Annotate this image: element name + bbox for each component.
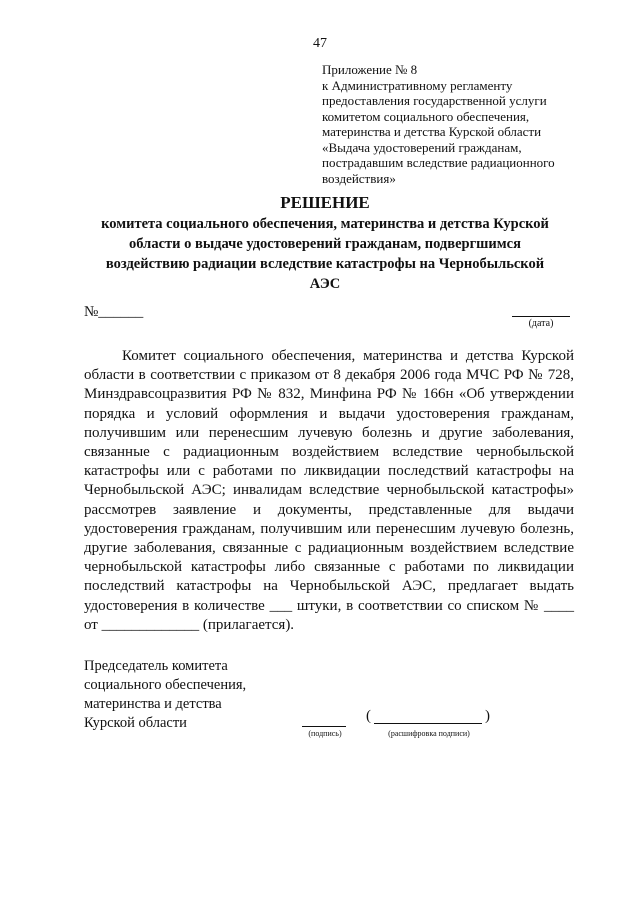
body-line: связанные с радиационным воздействием вследствие чернобыльской [84, 444, 574, 461]
decode-underline [374, 723, 482, 724]
appendix-line: материнства и детства Курской области [322, 124, 542, 139]
body-line: области в соответствии с приказом от 8 декабря 2006 года МЧС РФ № 728, [84, 367, 574, 384]
body-line: удостоверения в количестве ___ штуки, в соответствии со списком № ____ [84, 597, 574, 614]
title-main: РЕШЕНИЕ [280, 193, 370, 212]
body-line: Чернобыльской АЭС; инвалидам вследствие чернобыльской катастрофы» [84, 482, 574, 499]
title-line: воздействию радиации вследствие катастрофы на Чернобыльской [105, 256, 545, 272]
body-line: чернобыльской катастрофы либо связанные с работами по ликвидации [84, 559, 574, 576]
body-line: катастрофы или с работами по ликвидации последствий катастрофы на [84, 463, 574, 480]
decision-number-field: №______ [84, 304, 144, 320]
body-line: получившим или перенесшим лучевую болезнь и другие заболевания, [84, 424, 574, 441]
signature-blank-line [302, 712, 346, 727]
appendix-line: к Административному регламенту [322, 77, 513, 93]
title-line: области о выдаче удостоверений гражданам, подвергшимся [129, 236, 521, 252]
open-paren: ( [366, 708, 371, 724]
appendix-line: предоставления государственной услуги [322, 93, 547, 108]
decision-body [84, 347, 574, 635]
signature-decode-label: (расшифровка подписи) [388, 729, 470, 738]
signatory-line: социального обеспечения, [84, 677, 247, 693]
signature-label: (подпись) [308, 729, 342, 738]
document-title [80, 192, 570, 294]
appendix-line: «Выдача удостоверений гражданам, [322, 139, 522, 155]
page-number: 47 [313, 36, 327, 51]
appendix-header [322, 62, 622, 186]
appendix-line: комитетом социального обеспечения, [322, 108, 530, 124]
signature-decode-blank [366, 708, 490, 726]
close-paren: ) [485, 708, 490, 724]
date-blank-line [512, 298, 570, 317]
body-line: Комитет социального обеспечения, материнства и детства Курской [122, 348, 574, 364]
appendix-line: воздействия» [322, 170, 396, 186]
signatory-block [84, 657, 284, 733]
appendix-line: Приложение № 8 [322, 62, 418, 77]
body-line: другие заболевания, связанные с радиационным воздействием вследствие [84, 540, 574, 557]
signatory-line: Председатель комитета [84, 658, 228, 674]
signatory-line: Курской области [84, 715, 187, 731]
appendix-line: пострадавшим вследствие радиационного [322, 155, 555, 170]
body-line: удостоверения гражданам, получившим или перенесшим лучевую болезнь, [84, 520, 574, 537]
date-label: (дата) [528, 318, 554, 329]
signatory-line: материнства и детства [84, 696, 222, 712]
body-line: рассмотрев заявление и документы, представленные для выдачи [84, 501, 574, 518]
body-line: от _____________ (прилагается). [84, 616, 295, 633]
body-line: порядка и условий оформления и выдачи удостоверения гражданам, [84, 405, 574, 422]
body-line: Минздравсоцразвития РФ № 832, Минфина РФ № 166н «Об утверждении [84, 386, 574, 403]
title-line: комитета социального обеспечения, материнства и детства Курской [101, 216, 549, 232]
title-line: АЭС [309, 276, 341, 292]
body-line: последствий катастрофы на Чернобыльской АЭС, предлагает выдать [84, 578, 574, 595]
title-subtitle [80, 214, 570, 294]
